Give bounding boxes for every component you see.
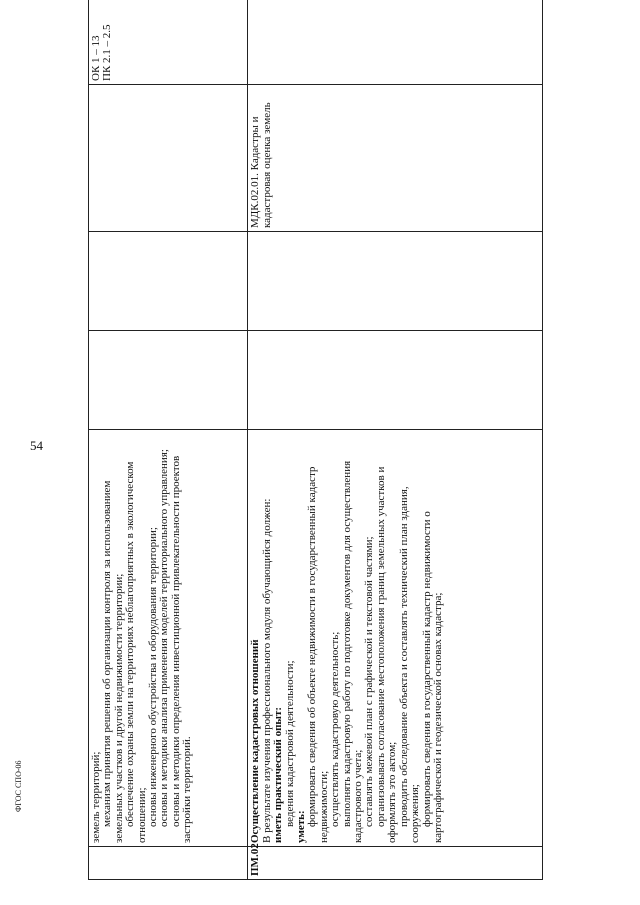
content-line: механизм принятия решения об организации контроля за использованием земельных участков и другой недвижимости территории; (101, 480, 125, 843)
content-line: обеспечение охраны земли на территориях неблагоприятных в экологическом отношении; (124, 461, 148, 843)
discipline-cell: МДК.02.01. Кадастры и кадастровая оценка земель (248, 85, 543, 232)
table-row (89, 0, 248, 880)
content-line: основы и методики анализа применения моделей территориального управления; (158, 449, 171, 827)
page-number: 54 (30, 438, 43, 453)
content-line: составлять межевой план с графической и текстовой частями; (363, 536, 376, 827)
content-line: ведения кадастровой деятельности; (283, 660, 296, 827)
discipline-cell (89, 85, 248, 232)
content-line: основы и методики определения инвестиционной привлекательности проектов застройки территорий. (169, 455, 194, 843)
module-code-cell (89, 847, 248, 880)
content-line: формировать сведения в государственный кадастр недвижимости о картографической и геодезической основах кадастра; (420, 511, 444, 843)
competency-codes-cell (248, 0, 543, 85)
table-row (248, 0, 543, 880)
competency-table (88, 0, 543, 880)
content-cell (248, 430, 543, 847)
experience-label: иметь практический опыт: (272, 706, 285, 843)
hours-cell (89, 331, 248, 430)
module-title: Осуществление кадастровых отношений (249, 639, 262, 843)
content-line: земель территорий; (90, 751, 102, 843)
content-line: проводить обследование объекта и составлять технический план здания, сооружения; (397, 486, 422, 843)
skills-label: уметь: (295, 810, 308, 843)
module-code-cell: ПМ.02 (248, 847, 543, 880)
hours-cell (248, 331, 543, 430)
hours-cell (248, 232, 543, 331)
hours-cell (89, 232, 248, 331)
content-line: выполнять кадастровую работу по подготовке документов для осуществления кадастрового учета; (340, 460, 365, 843)
content-line: основы инженерного обустройства и оборудования территории; (147, 527, 160, 827)
content-cell (89, 430, 248, 847)
content-line: осуществлять кадастровую деятельность; (329, 631, 342, 827)
content-line: В результате изучения профессионального модуля обучающийся должен: (260, 498, 273, 843)
competency-codes-cell: ОК 1 – 13 ПК 2.1 – 2.5 (89, 0, 248, 85)
footer-code: ФГОС СПО-06 (14, 760, 23, 812)
content-line: формировать сведения об объекте недвижимости в государственный кадастр недвижимости; (306, 466, 330, 843)
content-line: организовывать согласование местоположения границ земельных участков и оформлять это актом; (374, 466, 399, 843)
rotated-table-wrapper (88, 20, 543, 880)
